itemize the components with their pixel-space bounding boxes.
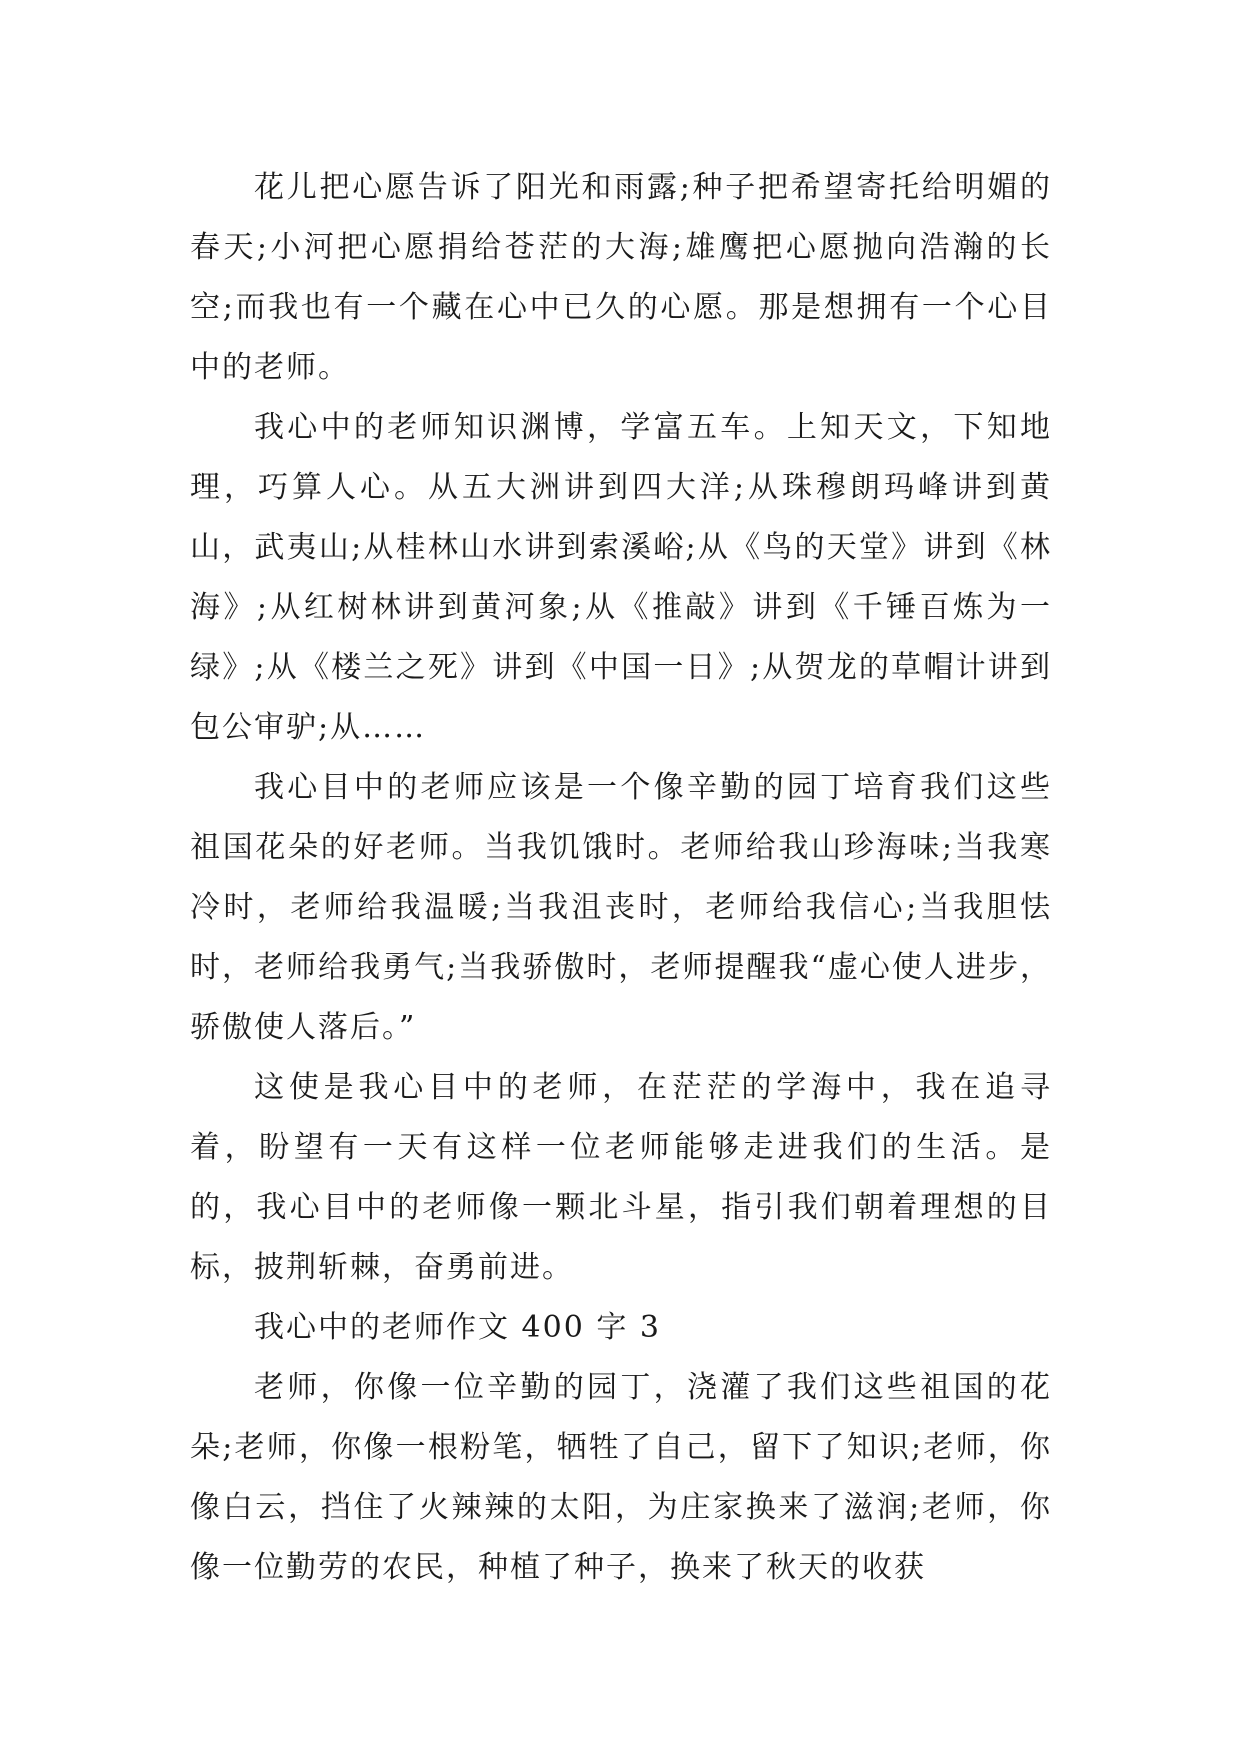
paragraph-3: 我心目中的老师应该是一个像辛勤的园丁培育我们这些祖国花朵的好老师。当我饥饿时。老师给我山珍海味;当我寒冷时，老师给我温暖;当我沮丧时，老师给我信心;当我胆怯时，老师给我勇气;当我骄傲时，老师提醒我“虚心使人进步，骄傲使人落后。” (190, 770, 1052, 1045)
section-heading: 我心中的老师作文 400 字 3 (254, 1310, 661, 1345)
paragraph-1: 花儿把心愿告诉了阳光和雨露;种子把希望寄托给明媚的春天;小河把心愿捐给苍茫的大海;雄鹰把心愿抛向浩瀚的长空;而我也有一个藏在心中已久的心愿。那是想拥有一个心目中的老师。 (190, 170, 1052, 385)
paragraph-5: 老师，你像一位辛勤的园丁，浇灌了我们这些祖国的花朵;老师，你像一根粉笔，牺牲了自己，留下了知识;老师，你像白云，挡住了火辣辣的太阳，为庄家换来了滋润;老师，你像一位勤劳的农民，种植了种子，换来了秋天的收获 (190, 1370, 1052, 1585)
document-body (190, 158, 1052, 1598)
paragraph-4: 这使是我心目中的老师，在茫茫的学海中，我在追寻着，盼望有一天有这样一位老师能够走进我们的生活。是的，我心目中的老师像一颗北斗星，指引我们朝着理想的目标，披荆斩棘，奋勇前进。 (190, 1070, 1052, 1285)
paragraph-2: 我心中的老师知识渊博，学富五车。上知天文，下知地理，巧算人心。从五大洲讲到四大洋;从珠穆朗玛峰讲到黄山，武夷山;从桂林山水讲到索溪峪;从《鸟的天堂》讲到《林海》;从红树林讲到黄河象;从《推敲》讲到《千锤百炼为一绿》;从《楼兰之死》讲到《中国一日》;从贺龙的草帽计讲到包公审驴;从…… (190, 410, 1052, 745)
